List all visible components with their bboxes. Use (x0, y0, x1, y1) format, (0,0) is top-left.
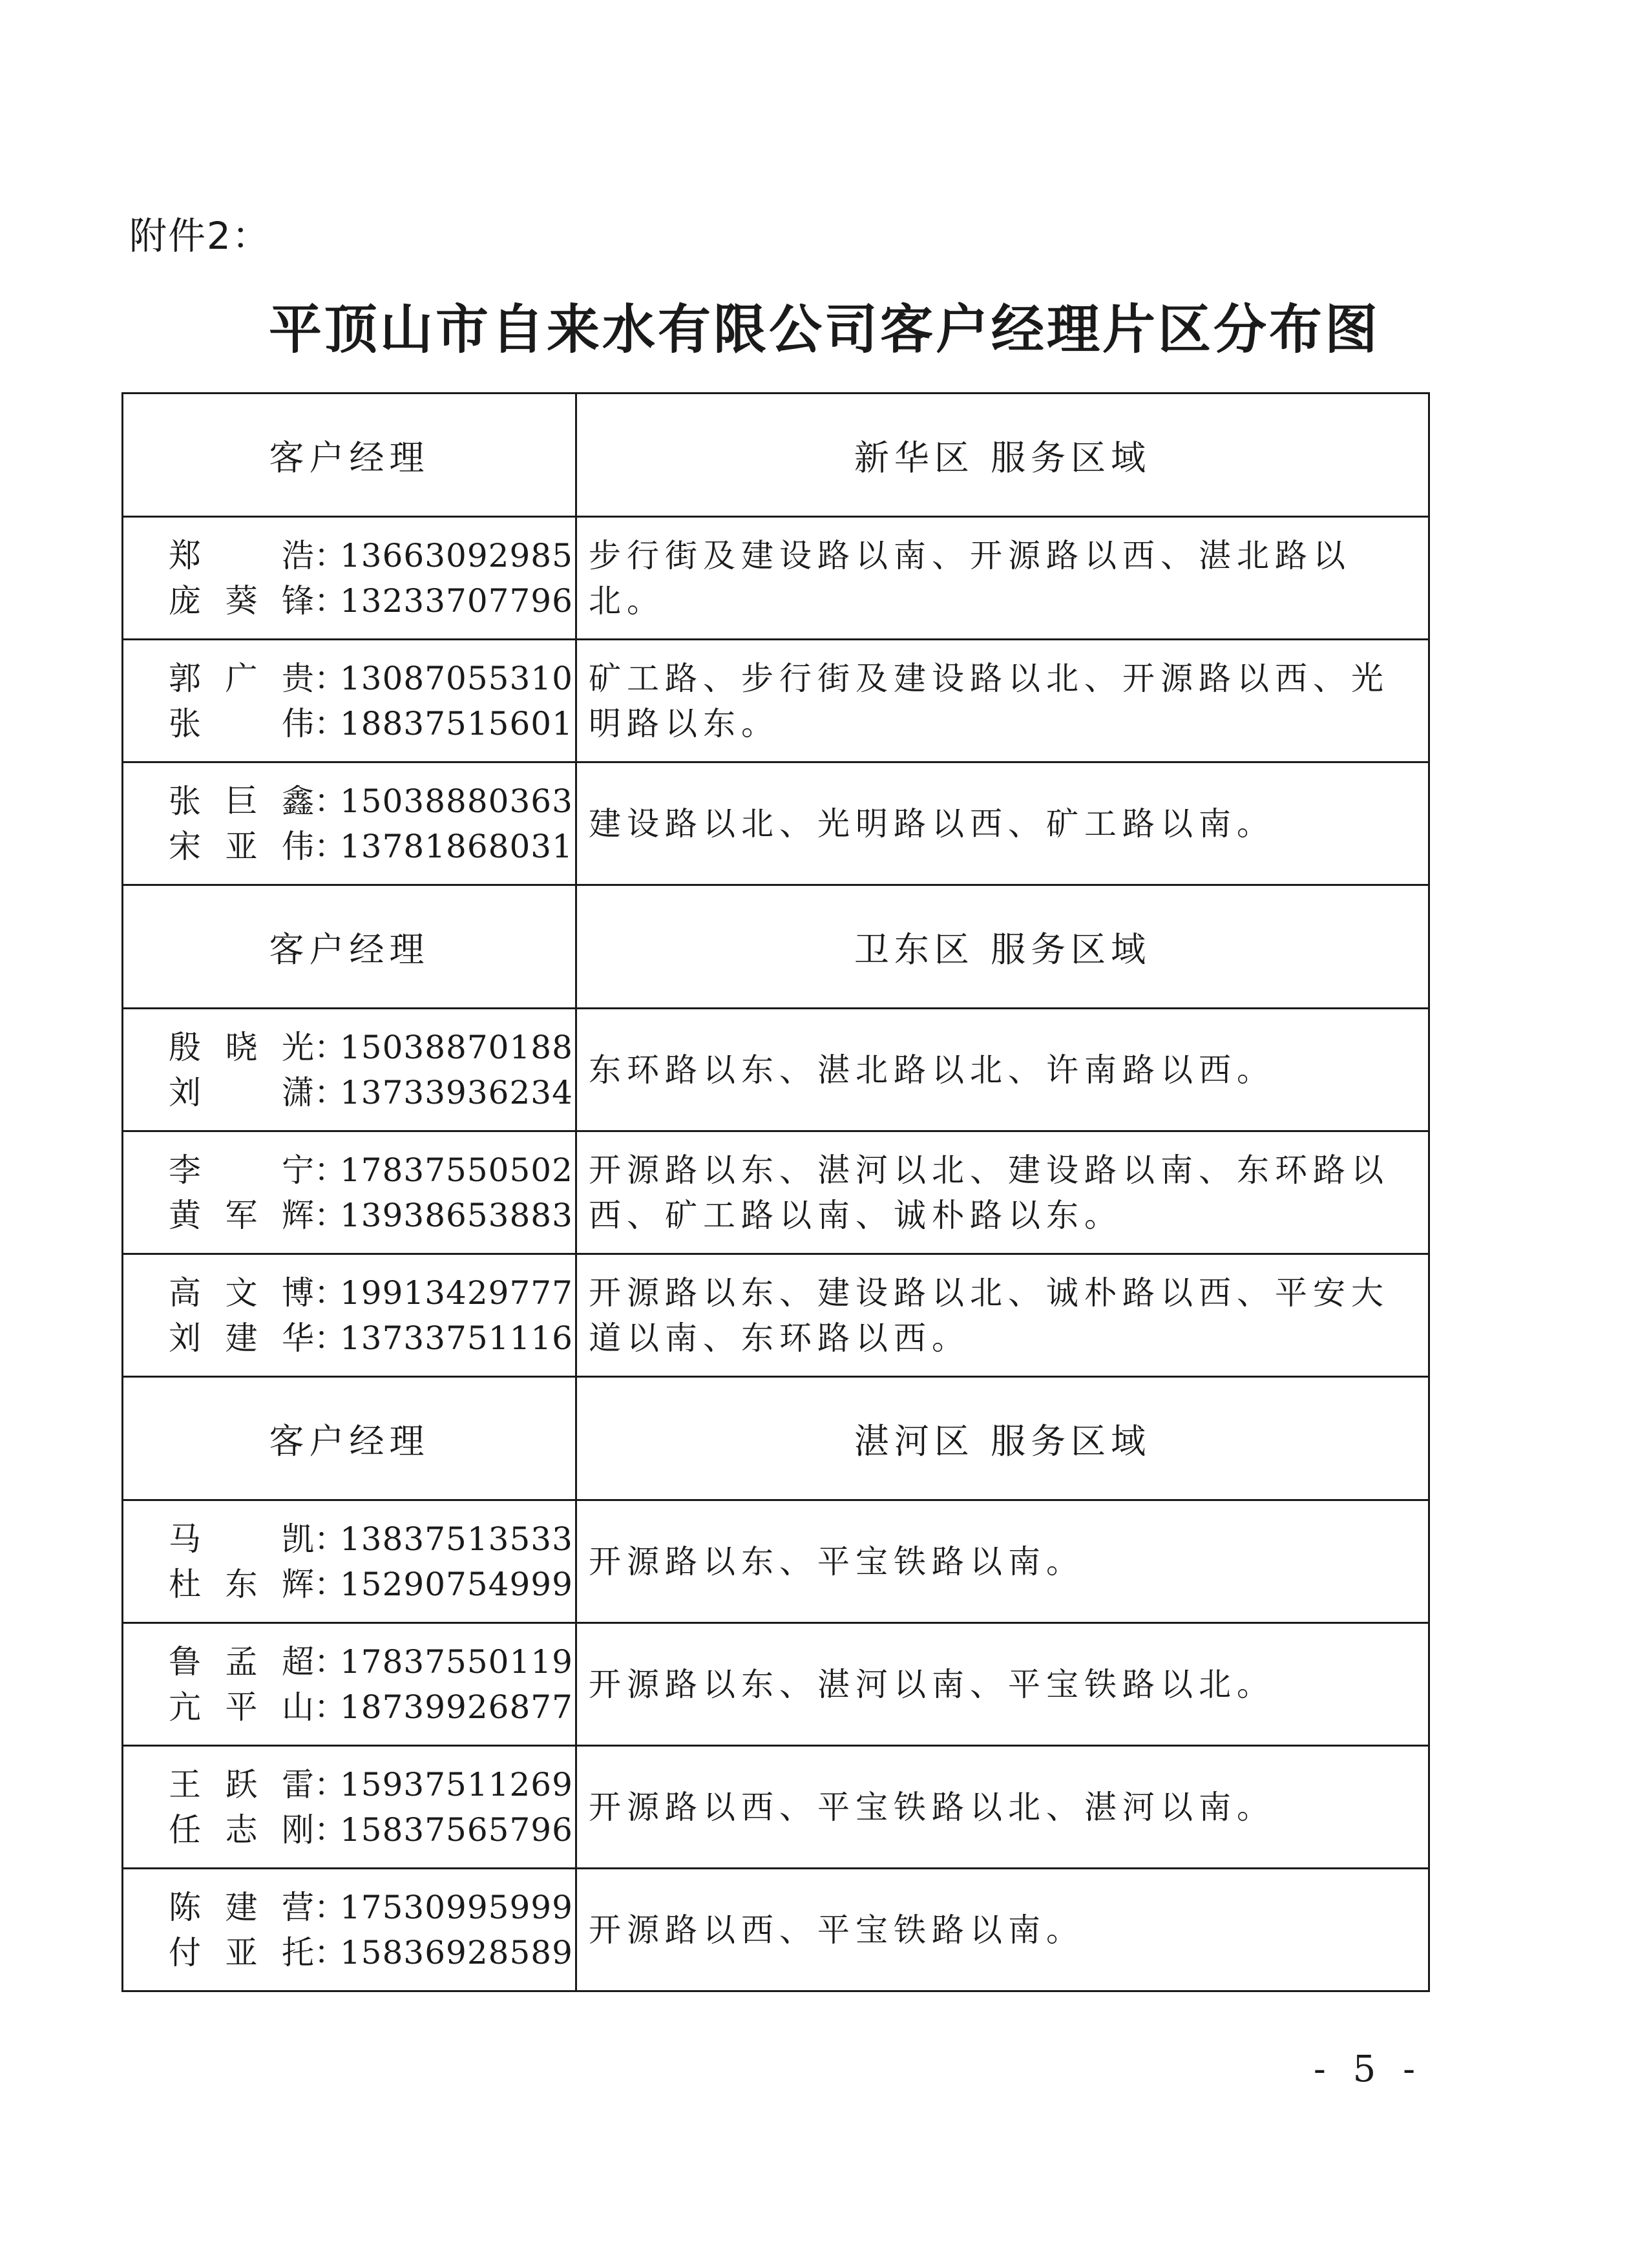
manager-name: 郭广贵 (169, 659, 314, 697)
manager-entry (169, 1148, 575, 1193)
manager-entry (169, 1316, 575, 1361)
name-phone-separator: ： (314, 1765, 346, 1803)
service-area-cell: 开源路以东、湛河以北、建设路以南、东环路以西、矿工路以南、诚朴路以东。 (576, 1131, 1429, 1254)
name-phone-separator: ： (314, 1520, 346, 1558)
manager-district-table (121, 392, 1430, 1992)
district-area-header: 新华区 服务区域 (576, 394, 1429, 517)
manager-entry (169, 1885, 575, 1930)
manager-name: 庞葵锋 (169, 582, 314, 620)
name-phone-separator: ： (314, 1888, 346, 1926)
manager-phone: 18837515601 (340, 704, 573, 742)
manager-name: 刘建华 (169, 1319, 314, 1357)
name-phone-separator: ： (314, 536, 346, 574)
manager-entry (169, 701, 575, 746)
manager-entry (169, 1025, 575, 1070)
managers-cell (123, 1623, 576, 1746)
manager-phone: 15038880363 (340, 782, 573, 820)
manager-name: 马凯 (169, 1520, 314, 1558)
manager-name: 高文博 (169, 1274, 314, 1312)
table-row (123, 640, 1429, 762)
manager-name: 付亚托 (169, 1933, 314, 1971)
district-area-header: 湛河区 服务区域 (576, 1377, 1429, 1500)
name-phone-separator: ： (314, 704, 346, 742)
manager-column-header: 客户经理 (123, 394, 576, 517)
manager-entry (169, 1270, 575, 1316)
table-row (123, 1623, 1429, 1746)
managers-cell (123, 1131, 576, 1254)
document-title: 平顶山市自来水有限公司客户经理片区分布图 (268, 299, 1380, 361)
manager-name: 陈建营 (169, 1888, 314, 1926)
district-area-header: 卫东区 服务区域 (576, 885, 1429, 1009)
manager-phone: 15836928589 (340, 1933, 573, 1971)
manager-phone: 13663092985 (340, 536, 573, 574)
table-body (123, 394, 1429, 1991)
name-phone-separator: ： (314, 1811, 346, 1849)
name-phone-separator: ： (314, 1073, 346, 1111)
manager-name: 张巨鑫 (169, 782, 314, 820)
manager-entry (169, 1762, 575, 1807)
name-phone-separator: ： (314, 1565, 346, 1603)
manager-entry (169, 1639, 575, 1685)
manager-name: 刘潇 (169, 1073, 314, 1111)
name-phone-separator: ： (314, 1028, 346, 1066)
managers-cell (123, 1254, 576, 1377)
attachment-label: 附件2： (129, 214, 271, 258)
manager-name: 郑浩 (169, 536, 314, 574)
manager-phone: 15837565796 (340, 1811, 573, 1849)
name-phone-separator: ： (314, 659, 346, 697)
table-row (123, 1131, 1429, 1254)
managers-cell (123, 517, 576, 640)
manager-phone: 13087055310 (340, 659, 573, 697)
managers-cell (123, 762, 576, 885)
name-phone-separator: ： (314, 1196, 346, 1234)
manager-phone: 13233707796 (340, 582, 573, 620)
table-row (123, 762, 1429, 885)
managers-cell (123, 1869, 576, 1991)
service-area-cell: 开源路以东、建设路以北、诚朴路以西、平安大道以南、东环路以西。 (576, 1254, 1429, 1377)
manager-name: 亢平山 (169, 1688, 314, 1726)
managers-cell (123, 1500, 576, 1623)
manager-name: 李宁 (169, 1151, 314, 1189)
manager-entry (169, 1807, 575, 1853)
name-phone-separator: ： (314, 782, 346, 820)
manager-name: 殷晓光 (169, 1028, 314, 1066)
service-area-cell: 东环路以东、湛北路以北、许南路以西。 (576, 1009, 1429, 1131)
manager-entry (169, 1685, 575, 1730)
service-area-cell: 开源路以西、平宝铁路以北、湛河以南。 (576, 1746, 1429, 1869)
manager-entry (169, 578, 575, 624)
manager-name: 杜东辉 (169, 1565, 314, 1603)
section-header-row (123, 885, 1429, 1009)
name-phone-separator: ： (314, 1643, 346, 1681)
manager-name: 鲁孟超 (169, 1643, 314, 1681)
page-number: - 5 - (1313, 2048, 1423, 2090)
service-area-cell: 开源路以西、平宝铁路以南。 (576, 1869, 1429, 1991)
manager-column-header: 客户经理 (123, 1377, 576, 1500)
manager-phone: 15038870188 (340, 1028, 573, 1066)
manager-phone: 13733751116 (340, 1319, 573, 1357)
name-phone-separator: ： (314, 1151, 346, 1189)
manager-phone: 17837550502 (340, 1151, 573, 1189)
name-phone-separator: ： (314, 1933, 346, 1971)
name-phone-separator: ： (314, 1319, 346, 1357)
manager-phone: 18739926877 (340, 1688, 573, 1726)
manager-phone: 13938653883 (340, 1196, 573, 1234)
managers-cell (123, 640, 576, 762)
manager-entry (169, 1070, 575, 1115)
manager-entry (169, 779, 575, 824)
service-area-cell: 开源路以东、湛河以南、平宝铁路以北。 (576, 1623, 1429, 1746)
name-phone-separator: ： (314, 582, 346, 620)
section-header-row (123, 1377, 1429, 1500)
manager-phone: 15937511269 (340, 1765, 573, 1803)
table-row (123, 1500, 1429, 1623)
name-phone-separator: ： (314, 1274, 346, 1312)
service-area-cell: 步行街及建设路以南、开源路以西、湛北路以北。 (576, 517, 1429, 640)
name-phone-separator: ： (314, 827, 346, 865)
manager-name: 张伟 (169, 704, 314, 742)
manager-phone: 13781868031 (340, 827, 573, 865)
manager-entry (169, 824, 575, 869)
manager-name: 宋亚伟 (169, 827, 314, 865)
name-phone-separator: ： (314, 1688, 346, 1726)
manager-name: 王跃雷 (169, 1765, 314, 1803)
service-area-cell: 建设路以北、光明路以西、矿工路以南。 (576, 762, 1429, 885)
table-row (123, 1254, 1429, 1377)
section-header-row (123, 394, 1429, 517)
manager-phone: 17530995999 (340, 1888, 573, 1926)
managers-cell (123, 1746, 576, 1869)
manager-phone: 17837550119 (340, 1643, 573, 1681)
manager-name: 任志刚 (169, 1811, 314, 1849)
manager-column-header: 客户经理 (123, 885, 576, 1009)
manager-entry (169, 656, 575, 701)
manager-entry (169, 1930, 575, 1975)
table-row (123, 1746, 1429, 1869)
manager-phone: 19913429777 (340, 1274, 573, 1312)
manager-entry (169, 533, 575, 578)
manager-entry (169, 1517, 575, 1562)
manager-name: 黄军辉 (169, 1196, 314, 1234)
service-area-cell: 矿工路、步行街及建设路以北、开源路以西、光明路以东。 (576, 640, 1429, 762)
manager-entry (169, 1193, 575, 1238)
table-row (123, 1869, 1429, 1991)
table-row (123, 517, 1429, 640)
manager-phone: 13837513533 (340, 1520, 573, 1558)
table-row (123, 1009, 1429, 1131)
managers-cell (123, 1009, 576, 1131)
manager-entry (169, 1562, 575, 1607)
service-area-cell: 开源路以东、平宝铁路以南。 (576, 1500, 1429, 1623)
manager-phone: 13733936234 (340, 1073, 573, 1111)
manager-phone: 15290754999 (340, 1565, 573, 1603)
